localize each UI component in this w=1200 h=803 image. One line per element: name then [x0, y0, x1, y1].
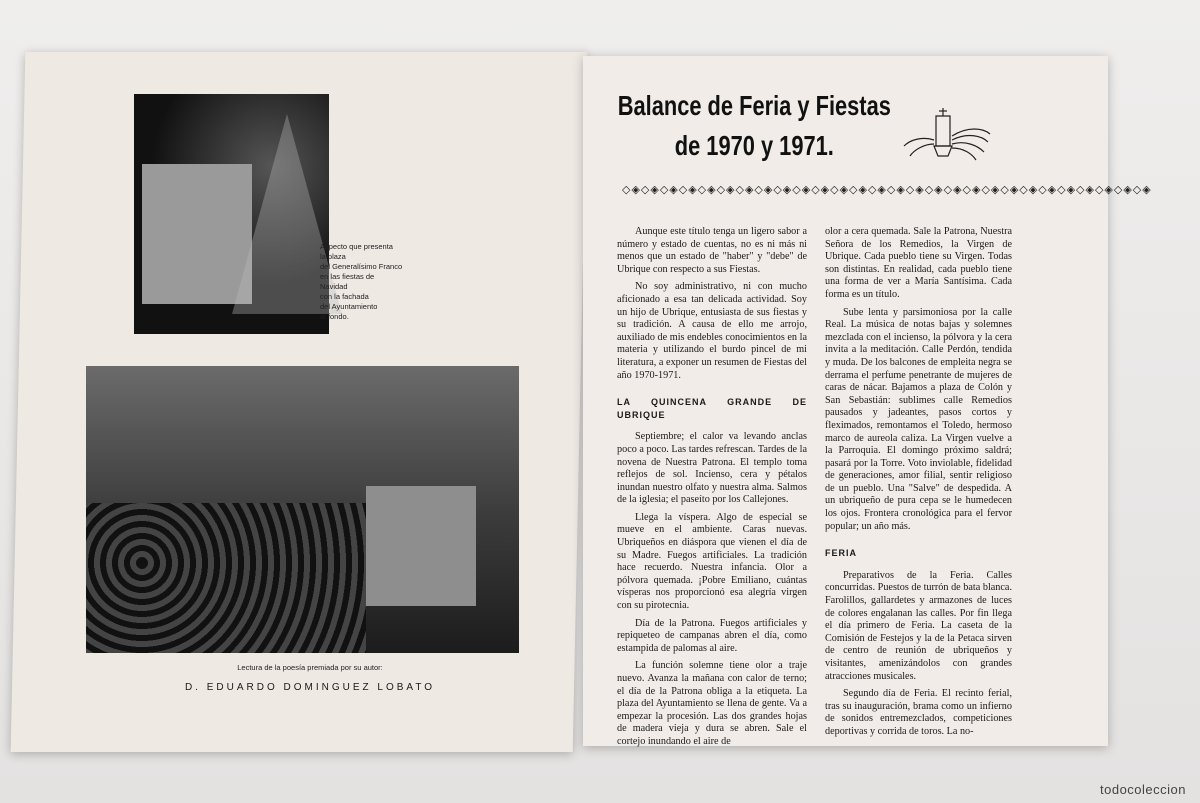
- watermark: todocoleccion: [1100, 782, 1186, 797]
- section-heading: LA QUINCENA GRANDE DE UBRIQUE: [617, 397, 807, 420]
- title-line-2: de 1970 y 1971.: [674, 130, 834, 161]
- ornamental-border: ◇◈◇◈◇◈◇◈◇◈◇◈◇◈◇◈◇◈◇◈◇◈◇◈◇◈◇◈◇◈◇◈◇◈◇◈◇◈◇◈◇◈◇◈◇◈◇◈◇◈◇◈◇◈◇◈: [622, 184, 1152, 196]
- author-name: D. EDUARDO DOMINGUEZ LOBATO: [184, 682, 436, 693]
- text-column-2: [825, 226, 1012, 744]
- paragraph: La función solemne tiene olor a traje nuevo. Avanza la mañana con calor de terno; el día de la Patrona obliga a la etiqueta. La plaza del Ayuntamiento se llena de gente. Va a empezar la procesión. Las dos grandes hojas de madera vieja y dura se abren. Sale el cortejo inundando el aire de: [617, 660, 807, 747]
- text-column-1: [617, 226, 807, 754]
- paragraph: Sube lenta y parsimoniosa por la calle Real. La música de notas bajas y solemnes mezclada con el incienso, la pólvora y la cera invita a la meditación. Calle Perdón, tendida y muda. De los balcones de empleita negra se derrama el perfume penetrante de mujeres de caras de nácar. Bajamos a plaza de Colón y San Sebastián: sublimes calle Remedios pausados y jadeantes, pasos cortos y fleximados, remontamos el Toledo, hermoso marco de aureola caliza. La Virgen vuelve a la Parroquia. El domingo próximo saldrá; pasará por la Torre. Voto inviolable, fidelidad de generaciones, amor filial, sentir religioso de un pueblo. Una "Salve" de despedida. A un ubriqueño de pura cepa se le humedecen los ojos. Frontera cronológica para el fervor popular; un año más.: [825, 306, 1012, 532]
- top-photo-caption: Aspecto que presenta la plaza del Generalísimo Franco en las fiestas de Navidad con la fachada del Ayuntamiento al fondo.: [320, 242, 403, 321]
- article-title: [610, 86, 899, 166]
- audience: [86, 503, 366, 653]
- paragraph: No soy administrativo, ni con mucho aficionado a esa tan delicada actividad. Soy un hijo de Ubrique, entusiasta de sus fiestas y su tradición. A causa de ello me arrojo, auxiliado de mis endebles conocimientos en la materia y utilizando el burdo pincel de mi literatura, a exponer un resumen de Fiestas del año 1970-1971.: [617, 281, 807, 381]
- town-emblem-icon: [898, 106, 994, 174]
- christmas-plaza-photo: [134, 94, 329, 334]
- title-line-1: Balance de Feria y Fiestas: [617, 90, 891, 121]
- paragraph: Aunque este título tenga un ligero sabor a número y estado de cuentas, no es ni más ni menos que un estado de "haber" y "debe" de Ubrique con respecto a sus Fiestas.: [617, 226, 807, 275]
- paragraph: Llega la víspera. Algo de especial se mueve en el ambiente. Caras nuevas. Ubriqueños en diáspora que vienen el día de su Madre. Fuegos artificiales. La tradición hace recuerdo. Nuestra infancia. Olor a pólvora quemada. ¡Pobre Emiliano, cuántas vísperas nos proporcionó esa alegría virgen con su pirotecnia.: [617, 511, 807, 612]
- paragraph: Septiembre; el calor va levando anclas poco a poco. Las tardes refrescan. Tardes de la novena de Nuestra Patrona. El templo toma reflejos de sol. Incienso, cera y pétalos inundan nuestro olfato y nuestra alma. Salmos de la iglesia; el paseíto por los Callejones.: [617, 431, 807, 506]
- poetry-reading-photo: [86, 366, 519, 653]
- paragraph: olor a cera quemada. Sale la Patrona, Nuestra Señora de los Remedios, la Virgen de Ubrique. Cada pueblo tiene su Virgen. Todas son distintas. En realidad, cada pueblo tiene una forma de ver a María Santísima. Cada forma es un título.: [825, 226, 1012, 300]
- paragraph: Segundo día de Feria. El recinto ferial, tras su inauguración, brama como un infierno de sonidos entremezclados, competiciones deportivas y corrida de toros. La no-: [825, 688, 1012, 737]
- speaker-podium: [366, 486, 476, 606]
- section-heading: FERIA: [825, 548, 857, 559]
- paragraph: Preparativos de la Feria. Calles concurridas. Puestos de turrón de bata blanca. Farolillos, gallardetes y armazones de luces de colores engalanan las calles. Por fin llega el día primero de Feria. La caseta de la Comisión de Festejos y la de la Petaca sirven de centro de reunión de ubriqueños y visitantes, amenizándolos con grandes atracciones musicales.: [825, 569, 1012, 682]
- paragraph: Día de la Patrona. Fuegos artificiales y repiqueteo de campanas abren el día, como estampida de palomas al aire.: [617, 617, 807, 654]
- bottom-photo-caption: Lectura de la poesía premiada por su autor:: [237, 663, 383, 672]
